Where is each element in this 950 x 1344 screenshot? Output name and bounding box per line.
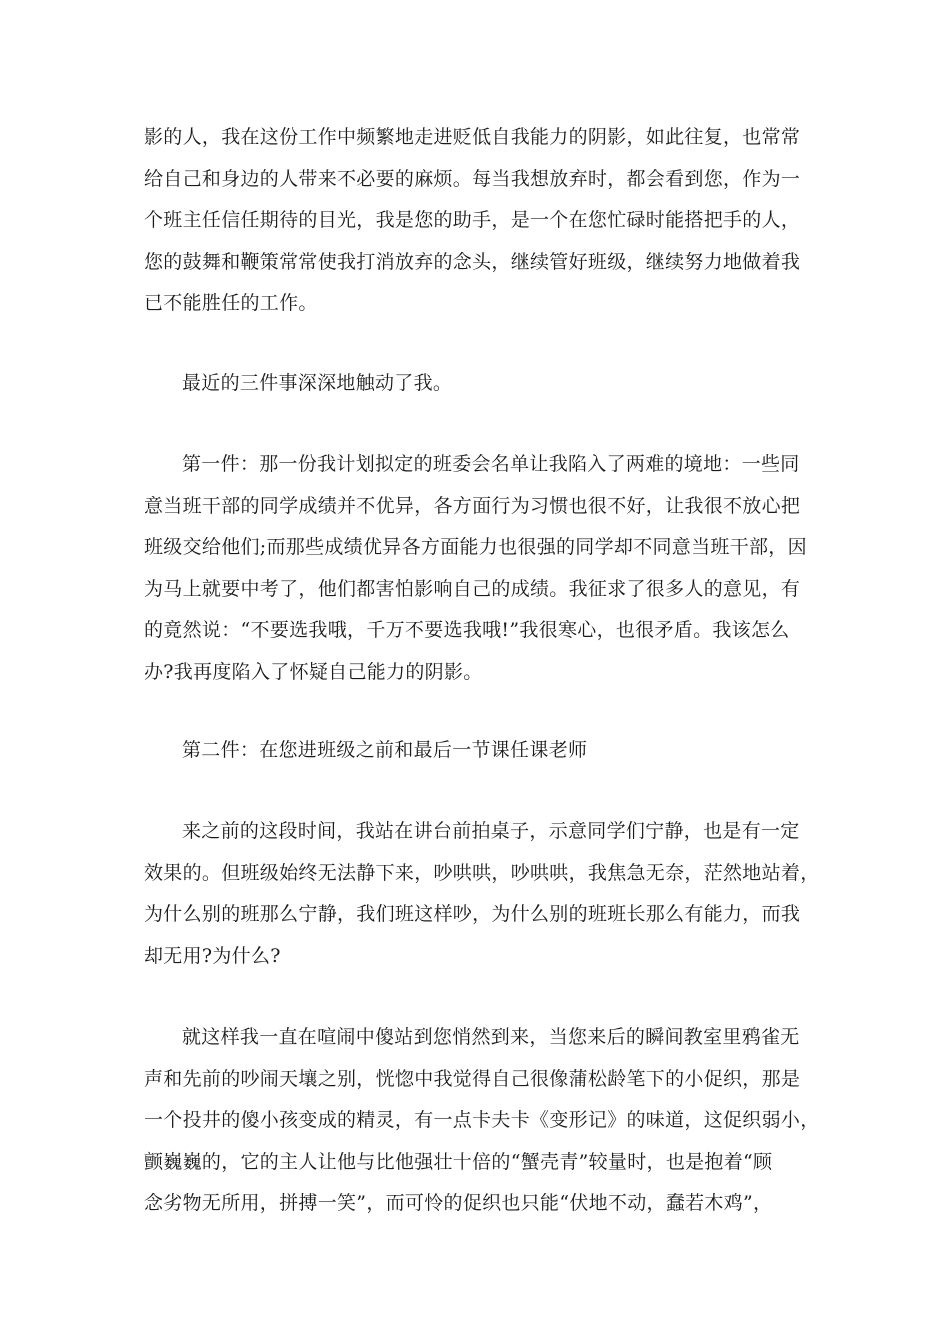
text-line: 已不能胜任的工作。: [144, 292, 318, 314]
text-line: 就这样我一直在喧闹中傻站到您悄然到来，当您来后的瞬间教室里鸦雀无: [182, 1026, 800, 1048]
text-line: 第二件：在您进班级之前和最后一节课任课老师: [182, 739, 588, 761]
text-line: 给自己和身边的人带来不必要的麻烦。每当我想放弃时，都会看到您，作为一: [144, 167, 801, 190]
text-line: 颤巍巍的，它的主人让他与比他强壮十倍的“蟹壳青”较量时，也是抱着“顾: [144, 1150, 773, 1173]
text-line: 声和先前的吵闹天壤之别，恍惚中我觉得自己很像蒲松龄笔下的小促织，那是: [144, 1067, 801, 1090]
paragraph-3: [144, 444, 812, 693]
text-line: 一个投井的傻小孩变成的精灵，有一点卡夫卡《变形记》的味道，这促织弱小，: [144, 1109, 820, 1131]
text-line: 个班主任信任期待的目光，我是您的助手，是一个在您忙碌时能搭把手的人，: [144, 209, 801, 231]
text-line: 您的鼓舞和鞭策常常使我打消放弃的念头，继续管好班级，继续努力地做着我: [144, 250, 801, 273]
paragraph-6: [144, 1017, 820, 1225]
text-line: 来之前的这段时间，我站在讲台前拍桌子，示意同学们宁静，也是有一定: [182, 820, 800, 842]
paragraph-1: [144, 117, 812, 325]
text-line: 为什么别的班那么宁静，我们班这样吵，为什么别的班班长那么有能力，而我: [144, 903, 801, 925]
paragraph-5: [144, 811, 820, 977]
text-line: 念劣物无所用，拼搏一笑”，而可怜的促织也只能“伏地不动，蠢若木鸡”，: [144, 1192, 773, 1214]
paragraph-2: [144, 363, 812, 405]
text-line: 的竟然说：“不要选我哦，千万不要选我哦!”我很寒心，也很矛盾。我该怎么: [144, 619, 790, 641]
text-line: 最近的三件事深深地触动了我。: [182, 372, 453, 394]
text-line: 办?我再度陷入了怀疑自己能力的阴影。: [144, 660, 483, 683]
text-line: 却无用?为什么?: [144, 944, 281, 967]
text-line: 第一件：那一份我计划拟定的班委会名单让我陷入了两难的境地：一些同: [182, 453, 800, 475]
text-line: 班级交给他们;而那些成绩优异各方面能力也很强的同学却不同意当班干部，因: [144, 536, 807, 558]
text-line: 效果的。但班级始终无法静下来，吵哄哄，吵哄哄，我焦急无奈，茫然地站着，: [144, 861, 820, 884]
paragraph-4: [144, 730, 812, 772]
text-line: 意当班干部的同学成绩并不优异，各方面行为习惯也很不好，让我很不放心把: [144, 494, 801, 517]
text-line: 为马上就要中考了，他们都害怕影响自己的成绩。我征求了很多人的意见，有: [144, 577, 801, 600]
text-line: 影的人，我在这份工作中频繁地走进贬低自我能力的阴影，如此往复，也常常: [144, 126, 801, 148]
